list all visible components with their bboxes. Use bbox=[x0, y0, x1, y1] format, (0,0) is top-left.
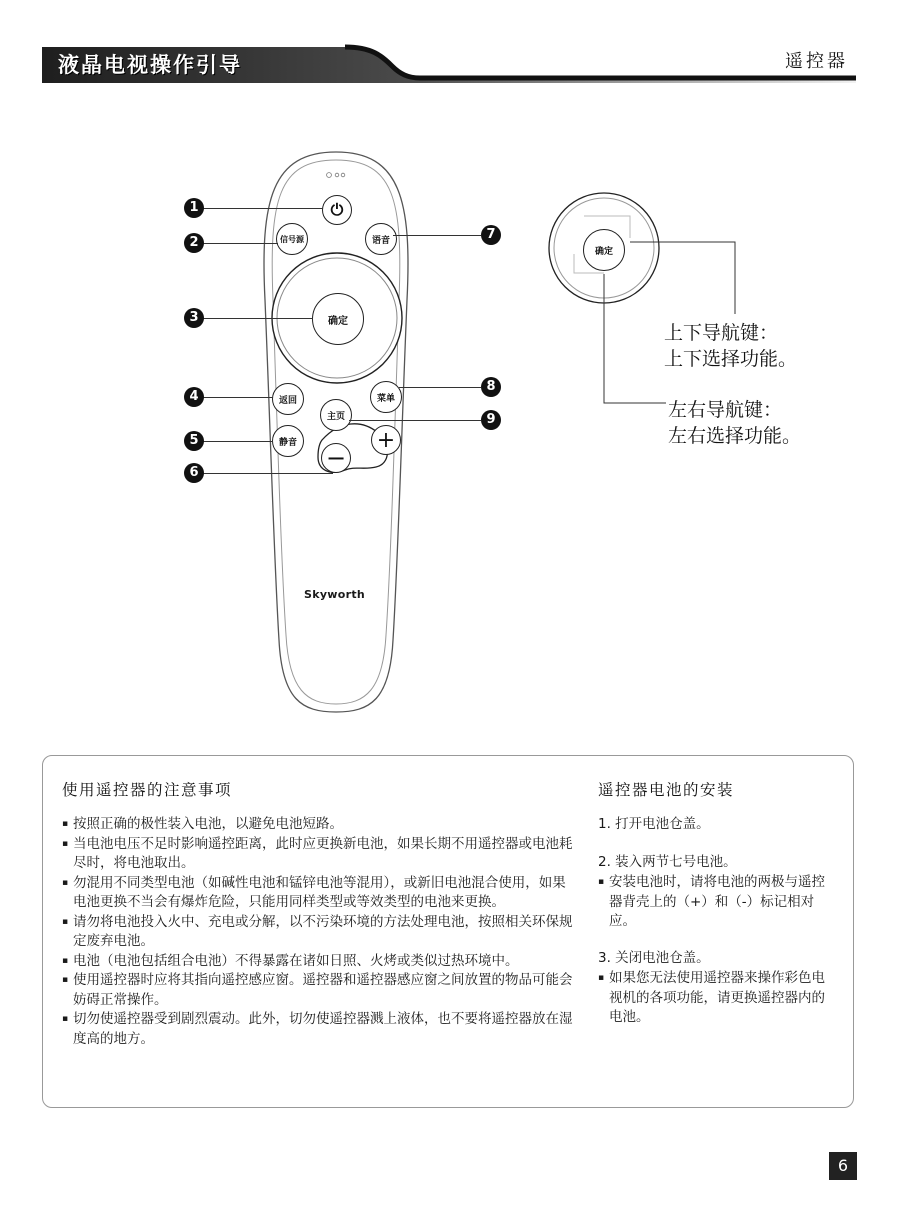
callout-number: 9 bbox=[481, 410, 501, 430]
leader-line bbox=[203, 473, 333, 474]
leader-line bbox=[203, 441, 273, 442]
list-item: ▪ 安装电池时，请将电池的两极与遥控器背壳上的（+）和（-）标记相对应。 bbox=[598, 873, 838, 932]
callout-number: 6 bbox=[184, 463, 204, 483]
callout-number: 5 bbox=[184, 431, 204, 451]
callout-number: 7 bbox=[481, 225, 501, 245]
list-item: ▪ 请勿将电池投入火中、充电或分解，以不污染环境的方法处理电池，按照相关环保规定废弃电池。 bbox=[62, 913, 577, 952]
ok-button[interactable]: 确定 bbox=[312, 293, 364, 345]
back-button[interactable]: 返回 bbox=[272, 383, 304, 415]
updown-nav-desc: 上下选择功能。 bbox=[664, 348, 798, 370]
leftright-nav-title: 左右导航键： bbox=[668, 399, 783, 421]
mute-button[interactable]: 静音 bbox=[272, 425, 304, 457]
leader-line bbox=[203, 318, 313, 319]
list-item: ▪ 勿混用不同类型电池（如碱性电池和锰锌电池等混用），或新旧电池混合使用，如果电池更换不当会有爆炸危险，只能用同样类型或等效类型的电池来更换。 bbox=[62, 874, 577, 913]
power-button[interactable]: ⏻ bbox=[322, 195, 352, 225]
battery-step-3: 3. 关闭电池仓盖。 bbox=[598, 950, 710, 966]
leftright-nav-desc: 左右选择功能。 bbox=[668, 425, 802, 447]
navpad-diagram bbox=[540, 180, 740, 410]
callout-number: 3 bbox=[184, 308, 204, 328]
list-item: ▪ 按照正确的极性装入电池，以避免电池短路。 bbox=[62, 815, 577, 835]
navpad-ok-button: 确定 bbox=[583, 229, 625, 271]
callout-number: 2 bbox=[184, 233, 204, 253]
volume-down-button[interactable]: − bbox=[321, 443, 351, 473]
callout-number: 1 bbox=[184, 198, 204, 218]
menu-button[interactable]: 菜单 bbox=[370, 381, 402, 413]
list-item: ▪ 如果您无法使用遥控器来操作彩色电视机的各项功能，请更换遥控器内的电池。 bbox=[598, 969, 838, 1028]
leader-line bbox=[203, 208, 323, 209]
notes-list bbox=[62, 815, 577, 1049]
signal-source-button[interactable]: 信号源 bbox=[276, 223, 308, 255]
list-item: ▪ 切勿使遥控器受到剧烈震动。此外，切勿使遥控器溅上液体，也不要将遥控器放在湿度高的地方。 bbox=[62, 1010, 577, 1049]
battery-step-3-notes bbox=[598, 969, 838, 1028]
home-button[interactable]: 主页 bbox=[320, 399, 352, 431]
callout-number: 8 bbox=[481, 377, 501, 397]
page-title: 液晶电视操作引导 bbox=[58, 53, 242, 77]
battery-step-2-notes bbox=[598, 873, 838, 932]
leader-line bbox=[393, 235, 481, 236]
battery-step-2: 2. 装入两节七号电池。 bbox=[598, 854, 737, 870]
volume-up-button[interactable]: + bbox=[371, 425, 401, 455]
callout-number: 4 bbox=[184, 387, 204, 407]
page-number: 6 bbox=[829, 1152, 857, 1180]
leader-line bbox=[203, 397, 273, 398]
notes-title: 使用遥控器的注意事项 bbox=[62, 781, 233, 799]
updown-nav-title: 上下导航键： bbox=[664, 322, 779, 344]
leader-line bbox=[349, 420, 481, 421]
leader-line bbox=[203, 243, 278, 244]
list-item: ▪ 使用遥控器时应将其指向遥控感应窗。遥控器和遥控器感应窗之间放置的物品可能会妨碍正常操作。 bbox=[62, 971, 577, 1010]
battery-title: 遥控器电池的安装 bbox=[598, 781, 735, 799]
voice-button[interactable]: 语音 bbox=[365, 223, 397, 255]
brand-logo: Skyworth bbox=[304, 588, 366, 601]
section-title: 遥控器 bbox=[785, 51, 848, 72]
battery-step-1: 1. 打开电池仓盖。 bbox=[598, 816, 710, 832]
leader-line bbox=[399, 387, 481, 388]
list-item: ▪ 当电池电压不足时影响遥控距离，此时应更换新电池，如果长期不用遥控器或电池耗尽时，将电池取出。 bbox=[62, 835, 577, 874]
list-item: ▪ 电池（电池包括组合电池）不得暴露在诸如日照、火烤或类似过热环境中。 bbox=[62, 952, 577, 972]
